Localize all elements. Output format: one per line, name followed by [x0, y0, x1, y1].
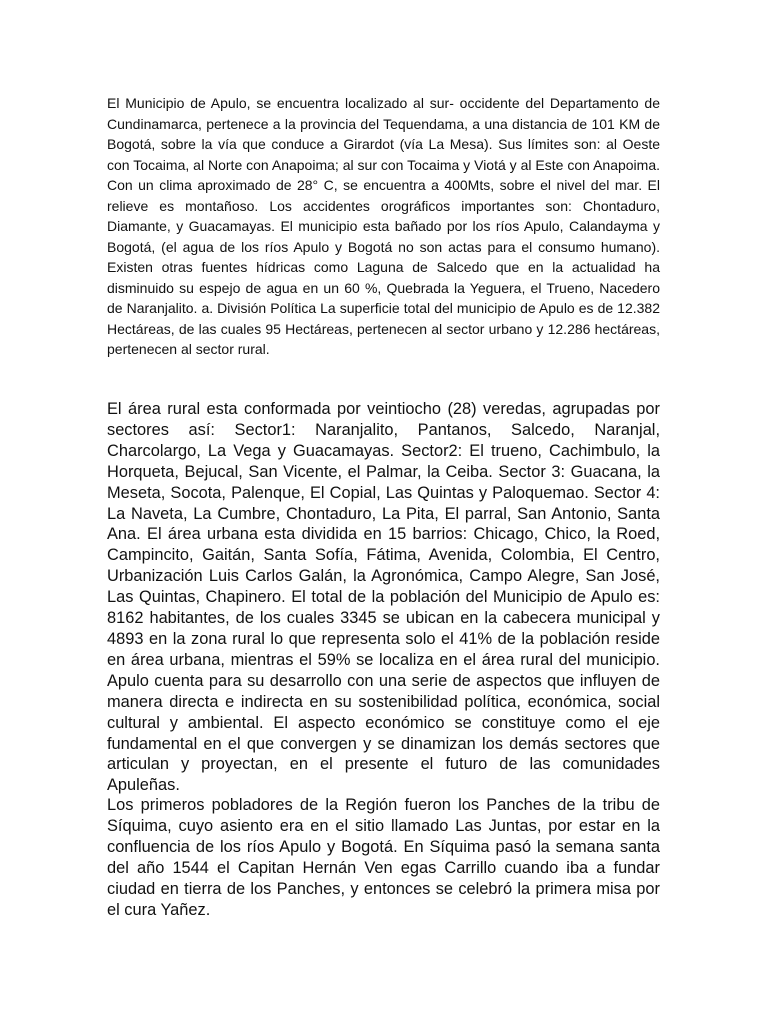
paragraph-rural-area: El área rural esta conformada por veintiocho (28) veredas, agrupadas por sectores así: Sector1: Naranjalito, Pantanos, Salcedo, Naranjal, Charcolargo, La Vega y Guacamayas. Sector2: El trueno, Cachimbulo, la Horqueta, Bejucal, San Vicente, el Palmar, la Ceiba. Sector 3: Guacana, la Meseta, Socota, Palenque, El Copial, Las Quintas y Paloquemao. Sector 4: La Naveta, La Cumbre, Chontaduro, La Pita, El parral, San Antonio, Santa Ana. El área urbana esta dividida en 15 barrios: Chicago, Chico, la Roed, Campincito, Gaitán, Santa Sofía, Fátima, Avenida, Colombia, El Centro, Urbanización Luis Carlos Galán, la Agronómica, Campo Alegre, San José, Las Quintas, Chapinero. El total de la población del Municipio de Apulo es: 8162 habitantes, de los cuales 3345 se ubican en la cabecera municipal y 4893 en la zona rural lo que representa solo el 41% de la población reside en área urbana, mientras el 59% se localiza en el área rural del municipio. Apulo cuenta para su desarrollo con una serie de aspectos que influyen de manera directa e indirecta en su sostenibilidad política, económica, social cultural y ambiental. El aspecto económico se constituye como el eje fundamental en el que convergen y se dinamizan los demás sectores que articulan y proyectan, en el presente el futuro de las comunidades Apuleñas.	[107, 400, 660, 795]
paragraph-history: Los primeros pobladores de la Región fueron los Panches de la tribu de Síquima, cuyo asiento era en el sitio llamado Las Juntas, por estar en la confluencia de los ríos Apulo y Bogotá. En Síquima pasó la semana santa del año 1544 el Capitan Hernán Ven egas Carrillo cuando iba a fundar ciudad en tierra de los Panches, y entonces se celebró la primera misa por el cura Yañez.	[107, 796, 660, 919]
paragraph-location: El Municipio de Apulo, se encuentra localizado al sur- occidente del Departamento de Cundinamarca, pertenece a la provincia del Tequendama, a una distancia de 101 KM de Bogotá, sobre la vía que conduce a Girardot (vía La Mesa). Sus límites son: al Oeste con Tocaima, al Norte con Anapoima; al sur con Tocaima y Viotá y al Este con Anapoima. Con un clima aproximado de 28° C, se encuentra a 400Mts, sobre el nivel del mar. El relieve es montañoso. Los accidentes orográficos importantes son: Chontaduro, Diamante, y Guacamayas. El municipio esta bañado por los ríos Apulo, Calandayma y Bogotá, (el agua de los ríos Apulo y Bogotá no son actas para el consumo humano). Existen otras fuentes hídricas como Laguna de Salcedo que en la actualidad ha disminuido su espejo de agua en un 60 %, Quebrada la Yeguera, el Trueno, Nacedero de Naranjalito. a. División Política La superficie total del municipio de Apulo es de 12.382 Hectáreas, de las cuales 95 Hectáreas, pertenecen al sector urbano y 12.286 hectáreas, pertenecen al sector rural.	[107, 95, 660, 357]
